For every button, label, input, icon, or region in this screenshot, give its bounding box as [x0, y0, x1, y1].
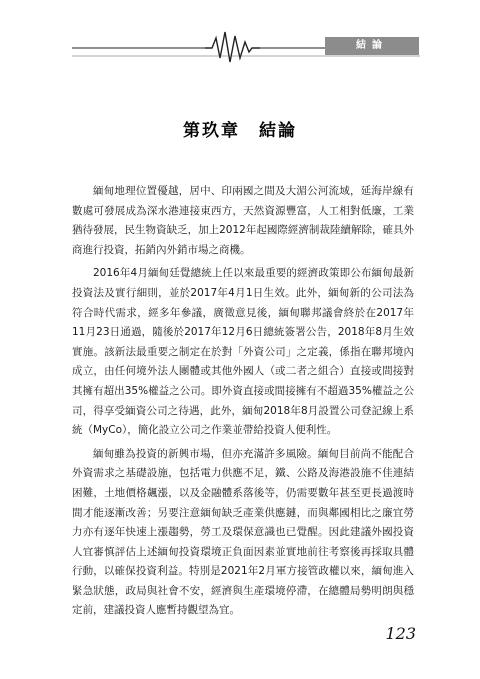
paragraph: 2016年4月緬甸廷覺總統上任以來最重要的經濟政策即公布緬甸最新投資法及實行細則，並於2017年4月1日生效。此外，緬甸新的公司法為符合時代需求，經多年參議，廣徵意見後，緬甸聯邦議會終於在2017年11月23日通過，隨後於2017年12月6日總統簽署公告，2018年8月生效實施。該新法最重要之制定在於對「外資公司」之定義，係指在聯邦境內成立，由任何境外法人團體或其他外國人（或二者之組合）直接或間接對其擁有超出35%權益之公司。即外資直接或間接擁有不超過35%權益之公司，得享受緬資公司之待遇，此外，緬甸2018年8月設置公司登記線上系統（MyCo），簡化設立公司之作業並帶給投資人便利性。 [72, 267, 414, 437]
chapter-title: 第玖章 結論 [183, 121, 297, 141]
paragraph: 緬甸地理位置優越，居中、印兩國之間及大湄公河流域，延海岸線有數處可發展成為深水港連接東西方，天然資源豐富，人工相對低廉，工業猶待發展，民生物資缺乏，加上2012年起國際經濟制裁陸續解除，確具外商進行投資，拓銷內外銷市場之商機。 [72, 185, 414, 256]
section-tab: 結論 [325, 37, 419, 55]
paragraph: 緬甸雖為投資的新興市場，但亦充滿許多風險。緬甸目前尚不能配合外資需求之基礎設施，包括電力供應不足，鐵、公路及海港設施不佳連結困難，土地價格飆漲，以及金融體系落後等，仍需要數年甚至更長過渡時間才能逐漸改善；另要注意緬甸缺乏產業供應鏈，而與鄰國相比之廉宜勞力亦有逐年快速上漲趨勢，勞工及環保意識也已覺醒。因此建議外國投資人宜審慎評估上述緬甸投資環境正負面因素並實地前往考察後再採取具體行動，以確保投資利益。特別是2021年2月軍方接管政權以來，緬甸進入緊急狀態，政局與社會不安，經濟與生產環境停滯，在總體局勢明朗與穩定前，建議投資人應暫持觀望為宜。 [72, 447, 414, 617]
running-header [0, 0, 480, 70]
heartbeat-rule [0, 0, 480, 70]
chapter-body [72, 182, 414, 625]
page-number: 123 [385, 624, 416, 643]
